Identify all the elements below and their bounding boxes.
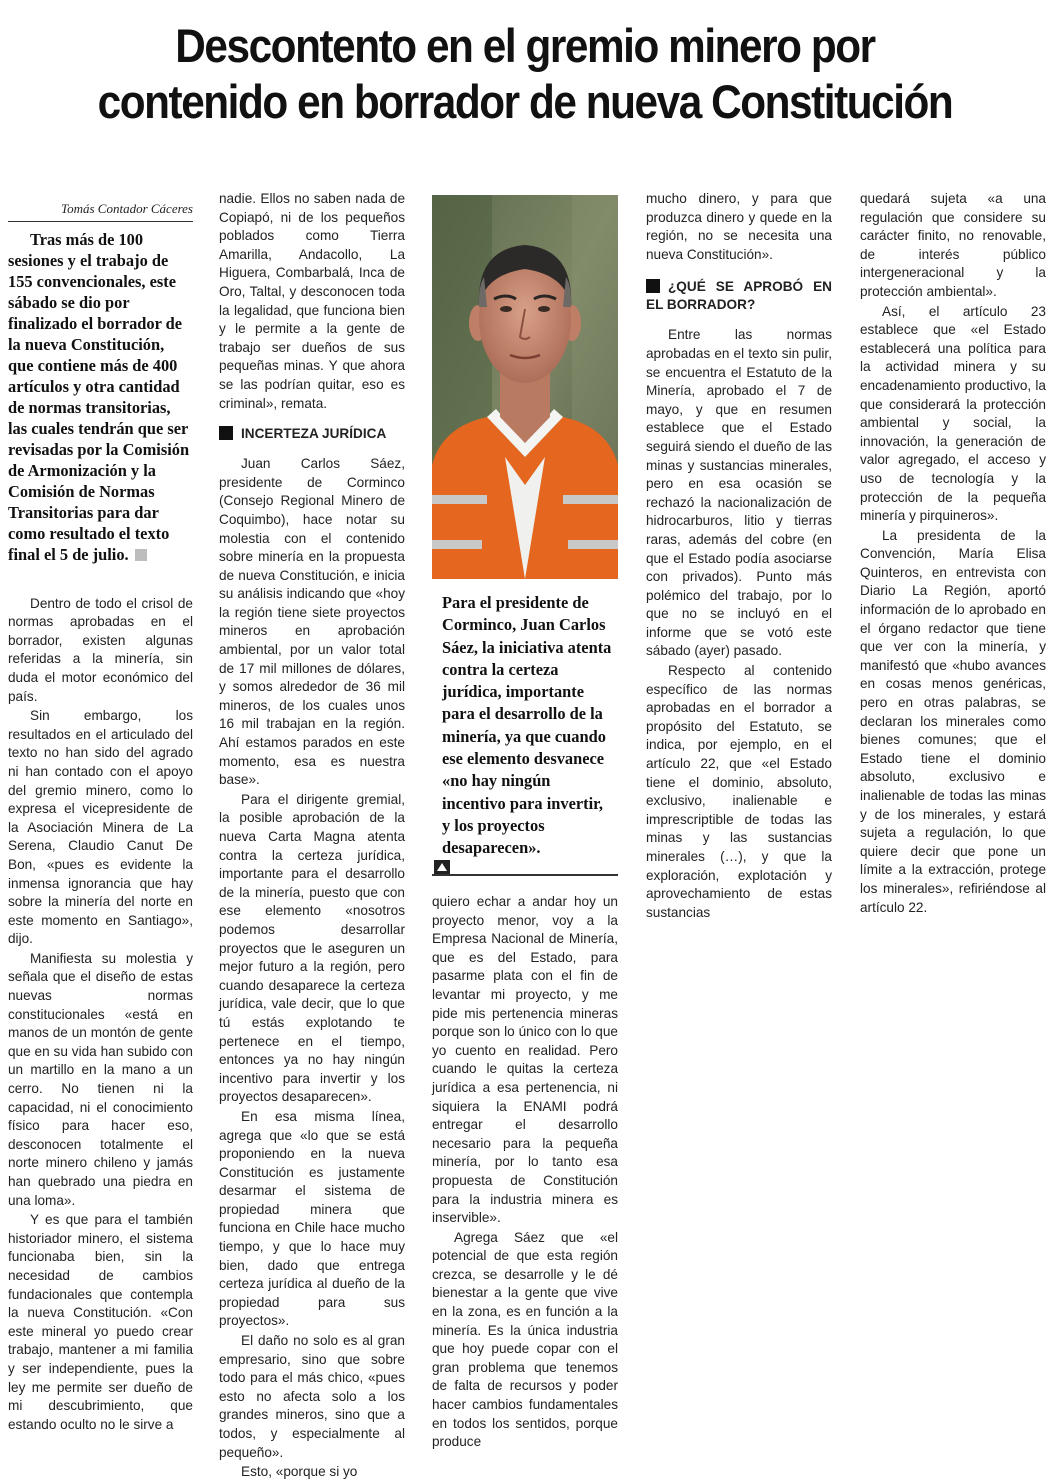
square-bullet-icon [219, 426, 233, 440]
lead-text: Tras más de 100 sesiones y el trabajo de 155 convencionales, este sábado se dio por finalizado el borrador de la nueva Constitución, que contiene más de 400 artículos y otra cantidad de normas transitorias, las cuales tendrán que ser revisadas por la Comisión de Armonización y la Comisión de Normas Transitorias para dar como resultado el texto final el 5 de julio. [8, 229, 190, 564]
body-paragraph: Para el dirigente gremial, la posible aprobación de la nueva Carta Magna atenta contra la certeza jurídica, importante para el desarrollo de la minería, puesto que con ese elemento «nosotros podemos desarrollar proyectos que le aseguren un mejor futuro a la región, pero cuando desaparece la certeza jurídica, vale decir, que lo que tú estás explotando te pertenece en el tiempo, entonces ya no hay ningún incentivo para invertir y los proyectos desaparecen». [219, 791, 405, 1105]
headline-line-1: Descontento en el gremio minero por [175, 19, 875, 72]
body-paragraph: Y es que para el también historiador minero, el sistema funcionaba bien, sin la necesidad de cambios fundacionales que contempla la nueva Constitución. «Con este mineral yo puedo crear trabajo, mantener a mi familia y ser independiente, pues la ley me permite ser dueño de mi descubrimiento, que estando oculto no le sirve a [8, 1212, 193, 1432]
body-paragraph: nadie. Ellos no saben nada de Copiapó, ni de los pequeños poblados como Tierra Amarilla, Andacollo, La Higuera, Combarbalá, Inca de Oro, Taltal, y desconocen toda la legalidad, que funciona bien y le permite a la gente de trabajo ser dueños de sus pequeñas minas. Y que ahora se las podrían quitar, eso es criminal», remata. [219, 191, 405, 411]
body-paragraph: Así, el artículo 23 establece que «el Estado establecerá una política para la actividad minera y su encadenamiento productivo, la que considerará la protección ambiental y social, la innovación, la generación de valor agregado, el acceso y uso de tecnología y la protección de la pequeña minería y pirquineros». [860, 303, 1046, 524]
subhead-que-se-aprobo [646, 278, 832, 314]
portrait-photo [432, 195, 618, 579]
subhead-text: ¿QUÉ SE APROBÓ EN EL BORRADOR? [646, 279, 832, 313]
body-paragraph: La presidenta de la Convención, María Elisa Quinteros, en entrevista con Diario La Región, aportó información de lo aprobado en el órgano redactor que tiene que ver con la minería, y manifestó que «hubo avances en cosas menos genéricas, pero en otras palabras, se declaran los minerales como bienes comunes; que el Estado tiene el dominio absoluto, exclusivo e inalienable de todas las minas y de los minerales, y estará sujeta a regulación, lo que quiere decir que pone un límite a la extracción, protege los minerales», refiriéndose al artículo 22. [860, 527, 1046, 915]
square-bullet-icon [646, 279, 660, 293]
body-paragraph: Sin embargo, los resultados en el articulado del texto no han sido del agrado ni han contado con el apoyo del gremio minero, como lo expresa el vicepresidente de la Asociación Minera de La Serena, Claudio Canut De Bon, «pues es evidente la inmensa ignorancia que hay sobre la minería del norte en este momento en Santiago», dijo. [8, 708, 193, 947]
body-paragraph: El daño no solo es al gran empresario, sino que sobre todo para el más chico, «pues esto no afecta solo a los grandes mineros, sino que a todos, y especialmente al pequeño». [219, 1333, 405, 1460]
body-paragraph: quiero echar a andar hoy un proyecto menor, voy a la Empresa Nacional de Minería, que es del Estado, para pasarme plata con el fin de levantar mi proyecto, y me pide mis pertenencia mineras porque son lo único con lo que yo cuento en realidad. Pero cuando le quitas la certeza jurídica a esa pertenencia, ni siquiera la ENAMI podrá entregar el desarrollo necesario para la pequeña minería, por lo tanto esa propuesta de Constitución para la industria minera es inservible». [432, 894, 618, 1226]
column-1 [8, 190, 193, 1434]
byline: Tomás Contador Cáceres [8, 200, 193, 222]
lead-paragraph [8, 229, 193, 565]
body-paragraph: Agrega Sáez que «el potencial de que esta región crezca, se desarrolle y le dé bienestar a la gente que vive en la zona, es en función a la minería. Es la única industria que hoy puede copar con el gran problema que tenemos de falta de recursos y poder hacer cambios fundamentales en todos los sentidos, porque produce [432, 1229, 618, 1450]
photo-caption: Para el presidente de Corminco, Juan Carlos Sáez, la iniciativa atenta contra la certeza jurídica, importante para el desarrollo de la minería, ya que cuando ese elemento desvanece «no hay ningún incentivo para invertir, y los proyectos desaparecen». [442, 593, 612, 858]
headline-line-2: contenido en borrador de nueva Constitución [97, 75, 953, 128]
column-2 [219, 190, 405, 1482]
subhead-text: INCERTEZA JURÍDICA [241, 426, 387, 442]
body-paragraph: Esto, «porque si yo [241, 1464, 358, 1480]
body-paragraph: Dentro de todo el crisol de normas aprobadas en el borrador, existen algunas referidas a la minería, sin duda el motor económico del país. [8, 595, 193, 704]
headline [53, 18, 998, 130]
body-paragraph: quedará sujeta «a una regulación que considere su carácter finito, no renovable, de interés público intergeneracional y la protección ambiental». [860, 191, 1046, 299]
body-paragraph: Entre las normas aprobadas en el texto sin pulir, se encuentra el Estatuto de la Minería, aprobado el 7 de mayo, y que en resumen establece que el Estado seguirá siendo el dueño de las minas y sustancias minerales, pero en esa ocasión se rechazó la nacionalización de hidrocarburos, litio y tierras raras, además del cobre (en que el Estado podía asociarse con privados). Punto más polémico del trabajo, por lo que no se incluyó en el informe que se votó este sábado (ayer) pasado. [646, 327, 832, 659]
subhead-incerteza [219, 425, 405, 443]
end-mark-icon [135, 549, 147, 561]
body-paragraph: En esa misma línea, agrega que «lo que se está proponiendo en la nueva Constitución es justamente desarmar el sistema de propiedad minera que funciona en Chile hace mucho tiempo, y que lo hace muy bien, dado que entrega certeza jurídica al dueño de la propiedad para sus proyectos». [219, 1108, 405, 1329]
body-paragraph: Juan Carlos Sáez, presidente de Corminco (Consejo Regional Minero de Coquimbo), hace notar su molestia con el contenido sobre minería en la propuesta de nueva Constitución, e inicia su análisis indicando que «hoy la región tiene siete proyectos mineros en aprobación ambiental, por un valor total de 17 mil millones de dólares, y somos alrededor de 36 mil mineros, de los cuales unos 16 mil trabajan en la región. Ahí estamos parados en este momento, esa es nuestra base». [219, 456, 405, 788]
caption-rule [432, 860, 618, 876]
column-3 [432, 893, 618, 1452]
caption-triangle-icon [434, 860, 450, 874]
body-paragraph: Manifiesta su molestia y señala que el diseño de estas nuevas normas constitucionales «está en manos de un montón de gente que en su vida han subido con un martillo en la mano a un cerro. No tienen ni la capacidad, ni el conocimiento físico para hacer eso, desconocen totalmente el norte minero chileno y jamás han quebrado una piedra en una loma». [8, 950, 193, 1208]
body-paragraph: mucho dinero, y para que produzca dinero y quede en la región, no se necesita una nueva Constitución». [646, 191, 832, 262]
column-4 [646, 190, 832, 922]
body-paragraph: Respecto al contenido específico de las normas aprobadas en el borrador a propósito del Estatuto, se indica, por ejemplo, en el artículo 22, que «el Estado tiene el dominio, absoluto, exclusivo, inalienable e imprescriptible de todas las minas y las sustancias minerales (…), y que la exploración, explotación y aprovechamiento de estas sustancias [646, 663, 832, 920]
column-5 [860, 190, 1046, 917]
